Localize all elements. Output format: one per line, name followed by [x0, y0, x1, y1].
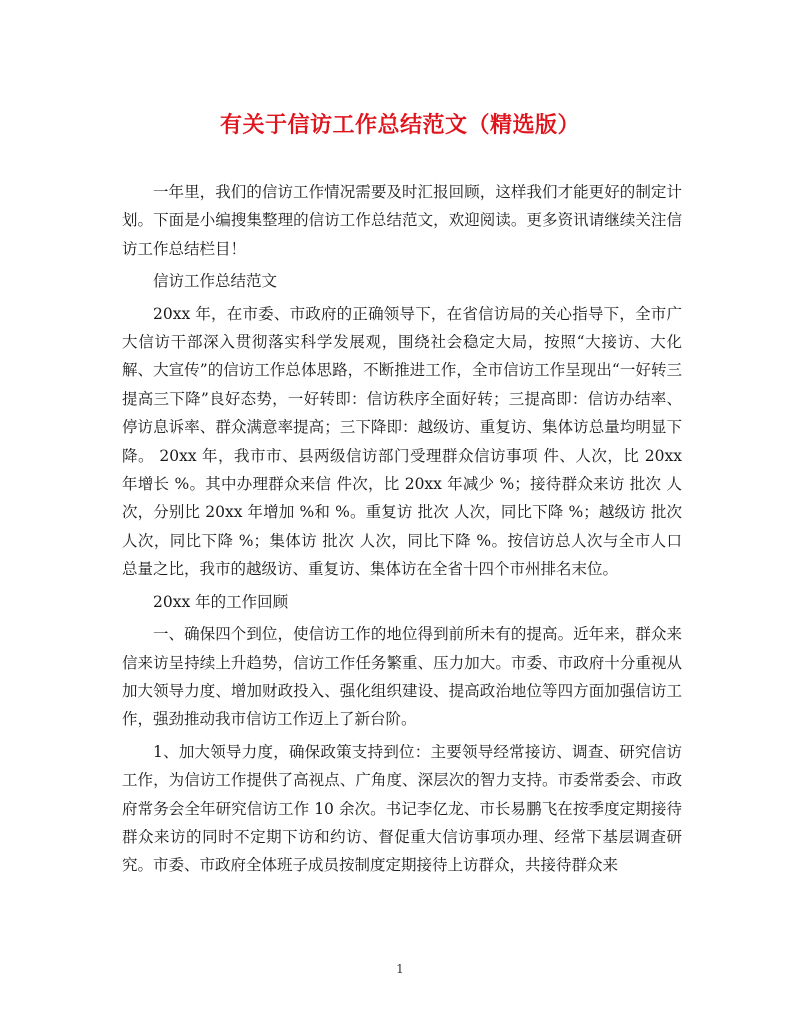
document-title: 有关于信访工作总结范文（精选版） [219, 112, 580, 138]
review-paragraph-1: 一、确保四个到位，使信访工作的地位得到前所未有的提高。近年来，群众来信来访呈持续上升趋势，信访工作任务繁重、压力加大。市委、市政府十分重视从加大领导力度、增加财政投入、强化组织建设、提高政治地位等四方面加强信访工作，强劲推动我市信访工作迈上了新台阶。 [122, 625, 682, 729]
document-body [122, 178, 682, 880]
summary-paragraph: 20xx 年，在市委、市政府的正确领导下，在省信访局的关心指导下，全市广大信访干部深入贯彻落实科学发展观，围绕社会稳定大局，按照“大接访、大化解、大宣传”的信访工作总体思路，不断推进工作，全市信访工作呈现出“一好转三提高三下降”良好态势，一好转即：信访秩序全面好转；三提高即：信访办结率、停访息诉率、群众满意率提高；三下降即：越级访、重复访、集体访总量均明显下降。 20xx 年，我市市、县两级信访部门受理群众信访事项 件、人次，比 20xx 年增长 %。其中办理群众来信 件次，比 20xx 年减少 %；接待群众来访 批次 人次，分别比 20xx 年增加 %和 %。重复访 批次 人次，同比下降 %；越级访 批次 人次，同比下降 %；集体访 批次 人次，同比下降 %。按信访总人次与全市人口总量之比，我市的越级访、重复访、集体访在全省十四个市州排名末位。 [122, 304, 682, 579]
section-heading-review: 20xx 年的工作回顾 [153, 592, 289, 611]
review-paragraph-2: 1、加大领导力度，确保政策支持到位：主要领导经常接访、调查、研究信访工作，为信访工作提供了高视点、广角度、深层次的智力支持。市委常委会、市政府常务会全年研究信访工作 10 余次。书记李亿龙、市长易鹏飞在按季度定期接待群众来访的同时不定期下访和约访、督促重大信访事项办理、经常下基层调查研究。市委、市政府全体班子成员按制度定期接待上访群众，共接待群众来 [122, 742, 682, 875]
page-number: 1 [396, 962, 404, 976]
intro-paragraph: 一年里，我们的信访工作情况需要及时汇报回顾，这样我们才能更好的制定计划。下面是小编搜集整理的信访工作总结范文，欢迎阅读。更多资讯请继续关注信访工作总结栏目！ [122, 183, 682, 258]
section-heading-summary: 信访工作总结范文 [153, 272, 278, 291]
